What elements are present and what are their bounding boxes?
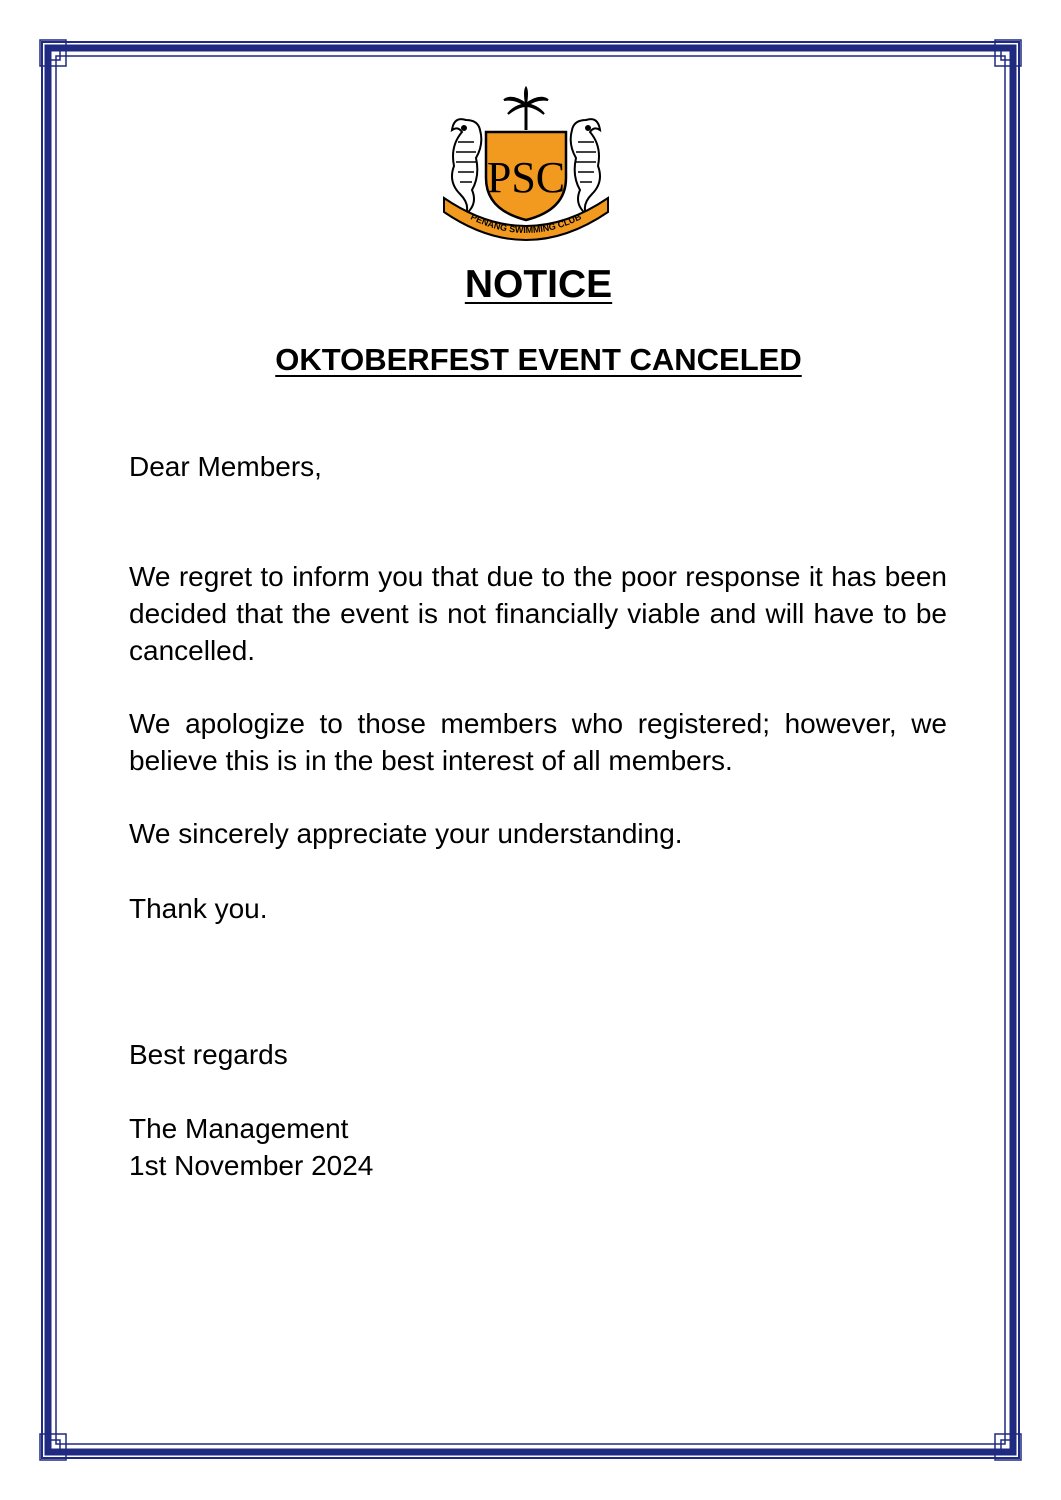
palm-tree-icon (504, 88, 548, 130)
letter-paragraph: We sincerely appreciate your understanding. (129, 818, 683, 849)
salutation: Dear Members, (129, 451, 322, 482)
svg-text:PSC: PSC (486, 153, 566, 202)
signatory: The Management (129, 1113, 349, 1144)
notice-title: NOTICE (464, 263, 613, 306)
penang-swimming-club-logo (440, 86, 612, 244)
closing-line: Best regards (129, 1039, 288, 1070)
letter-paragraph: We regret to inform you that due to the poor response it has been decided that the event is not financially viable and will have to be cancelled. (129, 561, 947, 666)
signature-block (129, 1110, 947, 1184)
letter-date: 1st November 2024 (129, 1150, 374, 1181)
seahorse-right-icon (571, 119, 600, 214)
thanks-line: Thank you. (129, 893, 268, 924)
svg-text:PENANG SWIMMING CLUB: PENANG SWIMMING CLUB (469, 211, 583, 236)
letter-paragraph: We apologize to those members who registered; however, we believe this is in the best interest of all members. (129, 708, 947, 776)
seahorse-left-icon (452, 119, 481, 214)
event-title: OKTOBERFEST EVENT CANCELED (275, 342, 802, 377)
